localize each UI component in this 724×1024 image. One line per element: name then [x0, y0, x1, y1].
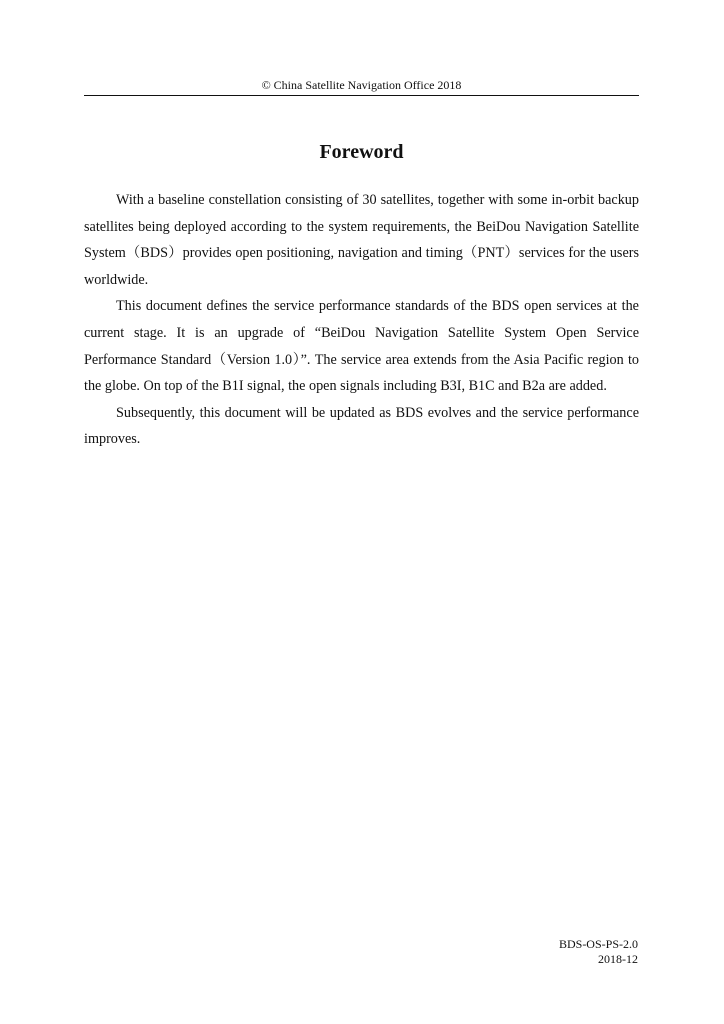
document-body: [84, 187, 639, 453]
page-footer: [559, 937, 638, 967]
paragraph: This document defines the service performance standards of the BDS open services at the current stage. It is an upgrade of “BeiDou Navigation Satellite System Open Service Performance Standard（Version 1.0）”. The service area extends from the Asia Pacific region to the globe. On top of the B1I signal, the open signals including B3I, B1C and B2a are added.: [84, 298, 639, 395]
page-header: [84, 77, 639, 96]
document-date: 2018-12: [598, 952, 638, 966]
paragraph: With a baseline constellation consisting of 30 satellites, together with some in-orbit backup satellites being deployed according to the system requirements, the BeiDou Navigation Satellite System（BDS）provides open positioning, navigation and timing（PNT）services for the users worldwide.: [84, 192, 639, 288]
copyright-notice: © China Satellite Navigation Office 2018: [261, 78, 462, 92]
page-title: Foreword: [319, 141, 404, 163]
paragraph: Subsequently, this document will be updated as BDS evolves and the service performance improves.: [84, 404, 639, 448]
document-id: BDS-OS-PS-2.0: [558, 937, 638, 951]
